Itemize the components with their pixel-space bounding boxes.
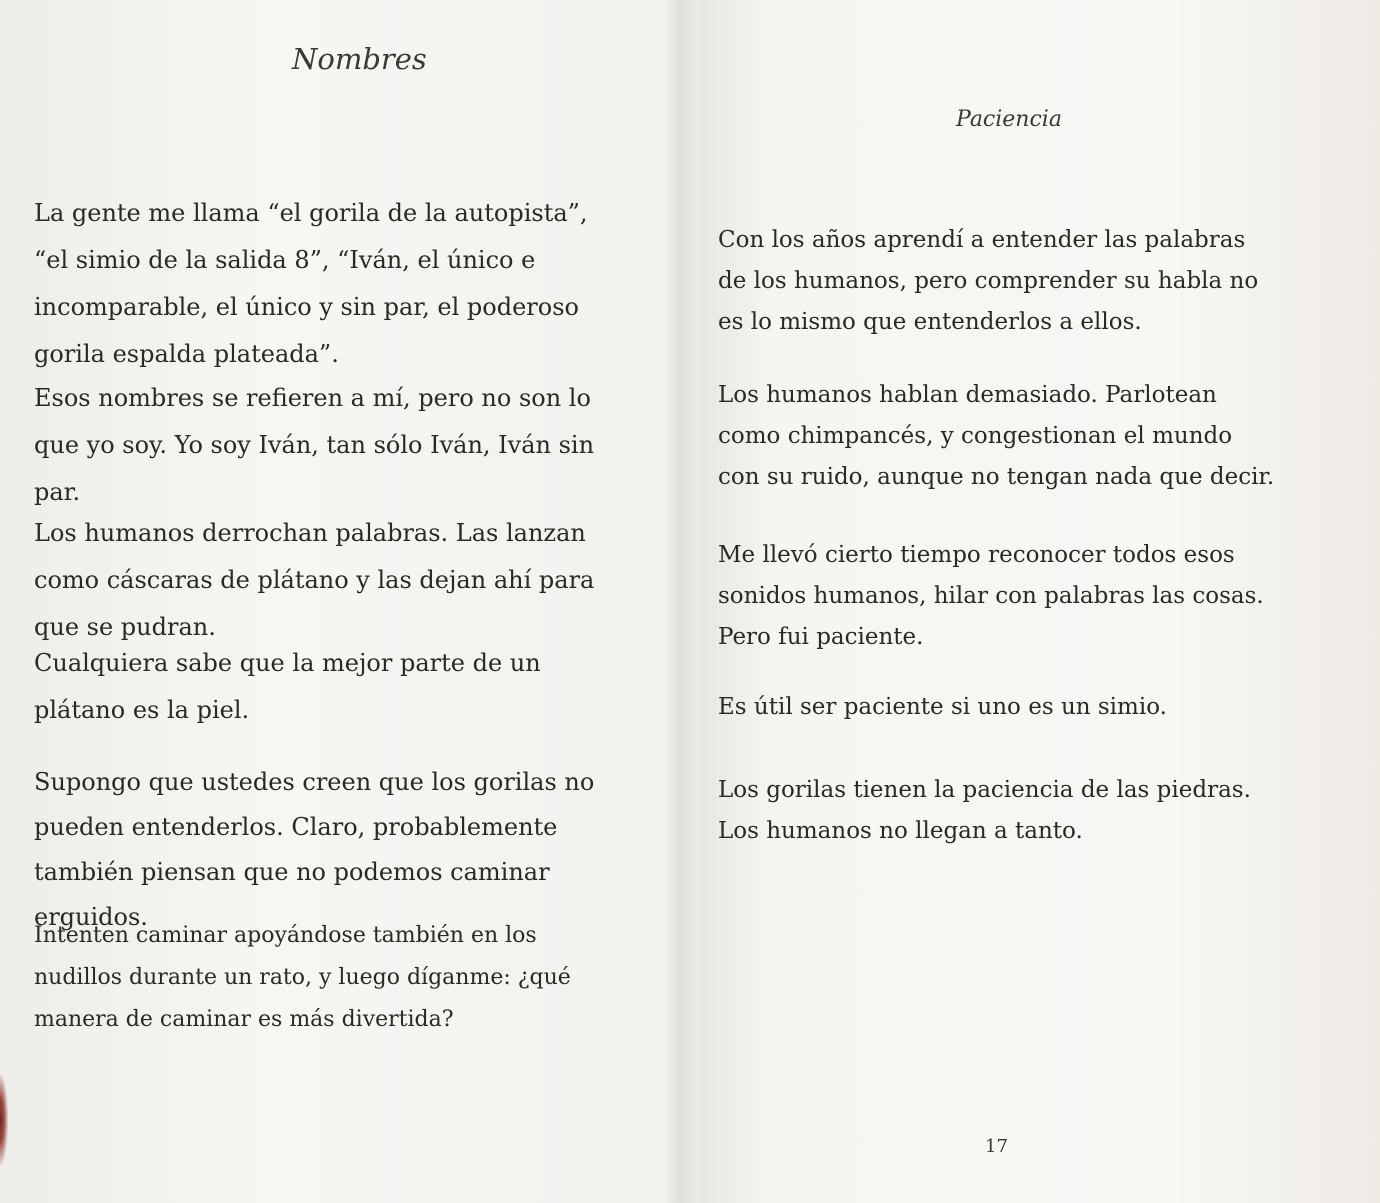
page-number: 17 [985,1136,1008,1157]
paragraph: Los gorilas tienen la paciencia de las piedras. Los humanos no llegan a tanto. [718,777,1251,844]
chapter-title-paciencia: Paciencia [956,107,1062,132]
paragraph: Los humanos derrochan palabras. Las lanzan como cáscaras de plátano y las dejan ahí para que se pudran. [34,519,595,641]
paragraph: Los humanos hablan demasiado. Parlotean como chimpancés, y congestionan el mundo con su ruido, aunque no tengan nada que decir. [718,382,1275,490]
page-edge-mark [0,1075,8,1165]
paragraph: La gente me llama “el gorila de la autopista”, “el simio de la salida 8”, “Iván, el único e incomparable, el único y sin par, el poderoso gorila espalda plateada”. [34,199,588,368]
right-page [680,0,1380,1203]
left-page [0,0,680,1203]
paragraph: Es útil ser paciente si uno es un simio. [718,694,1167,720]
chapter-title-nombres: Nombres [292,42,427,76]
paragraph: Me llevó cierto tiempo reconocer todos esos sonidos humanos, hilar con palabras las cosas. Pero fui paciente. [718,542,1264,650]
paragraph: Intenten caminar apoyándose también en los nudillos durante un rato, y luego díganme: ¿qué manera de caminar es más divertida? [34,923,571,1032]
paragraph: Cualquiera sabe que la mejor parte de un plátano es la piel. [34,649,541,724]
paragraph: Supongo que ustedes creen que los gorilas no pueden entenderlos. Claro, probablemente también piensan que no podemos caminar erguidos. [34,768,595,931]
paragraph: Con los años aprendí a entender las palabras de los humanos, pero comprender su habla no es lo mismo que entenderlos a ellos. [718,227,1259,335]
paragraph: Esos nombres se refieren a mí, pero no son lo que yo soy. Yo soy Iván, tan sólo Iván, Iván sin par. [34,384,595,506]
